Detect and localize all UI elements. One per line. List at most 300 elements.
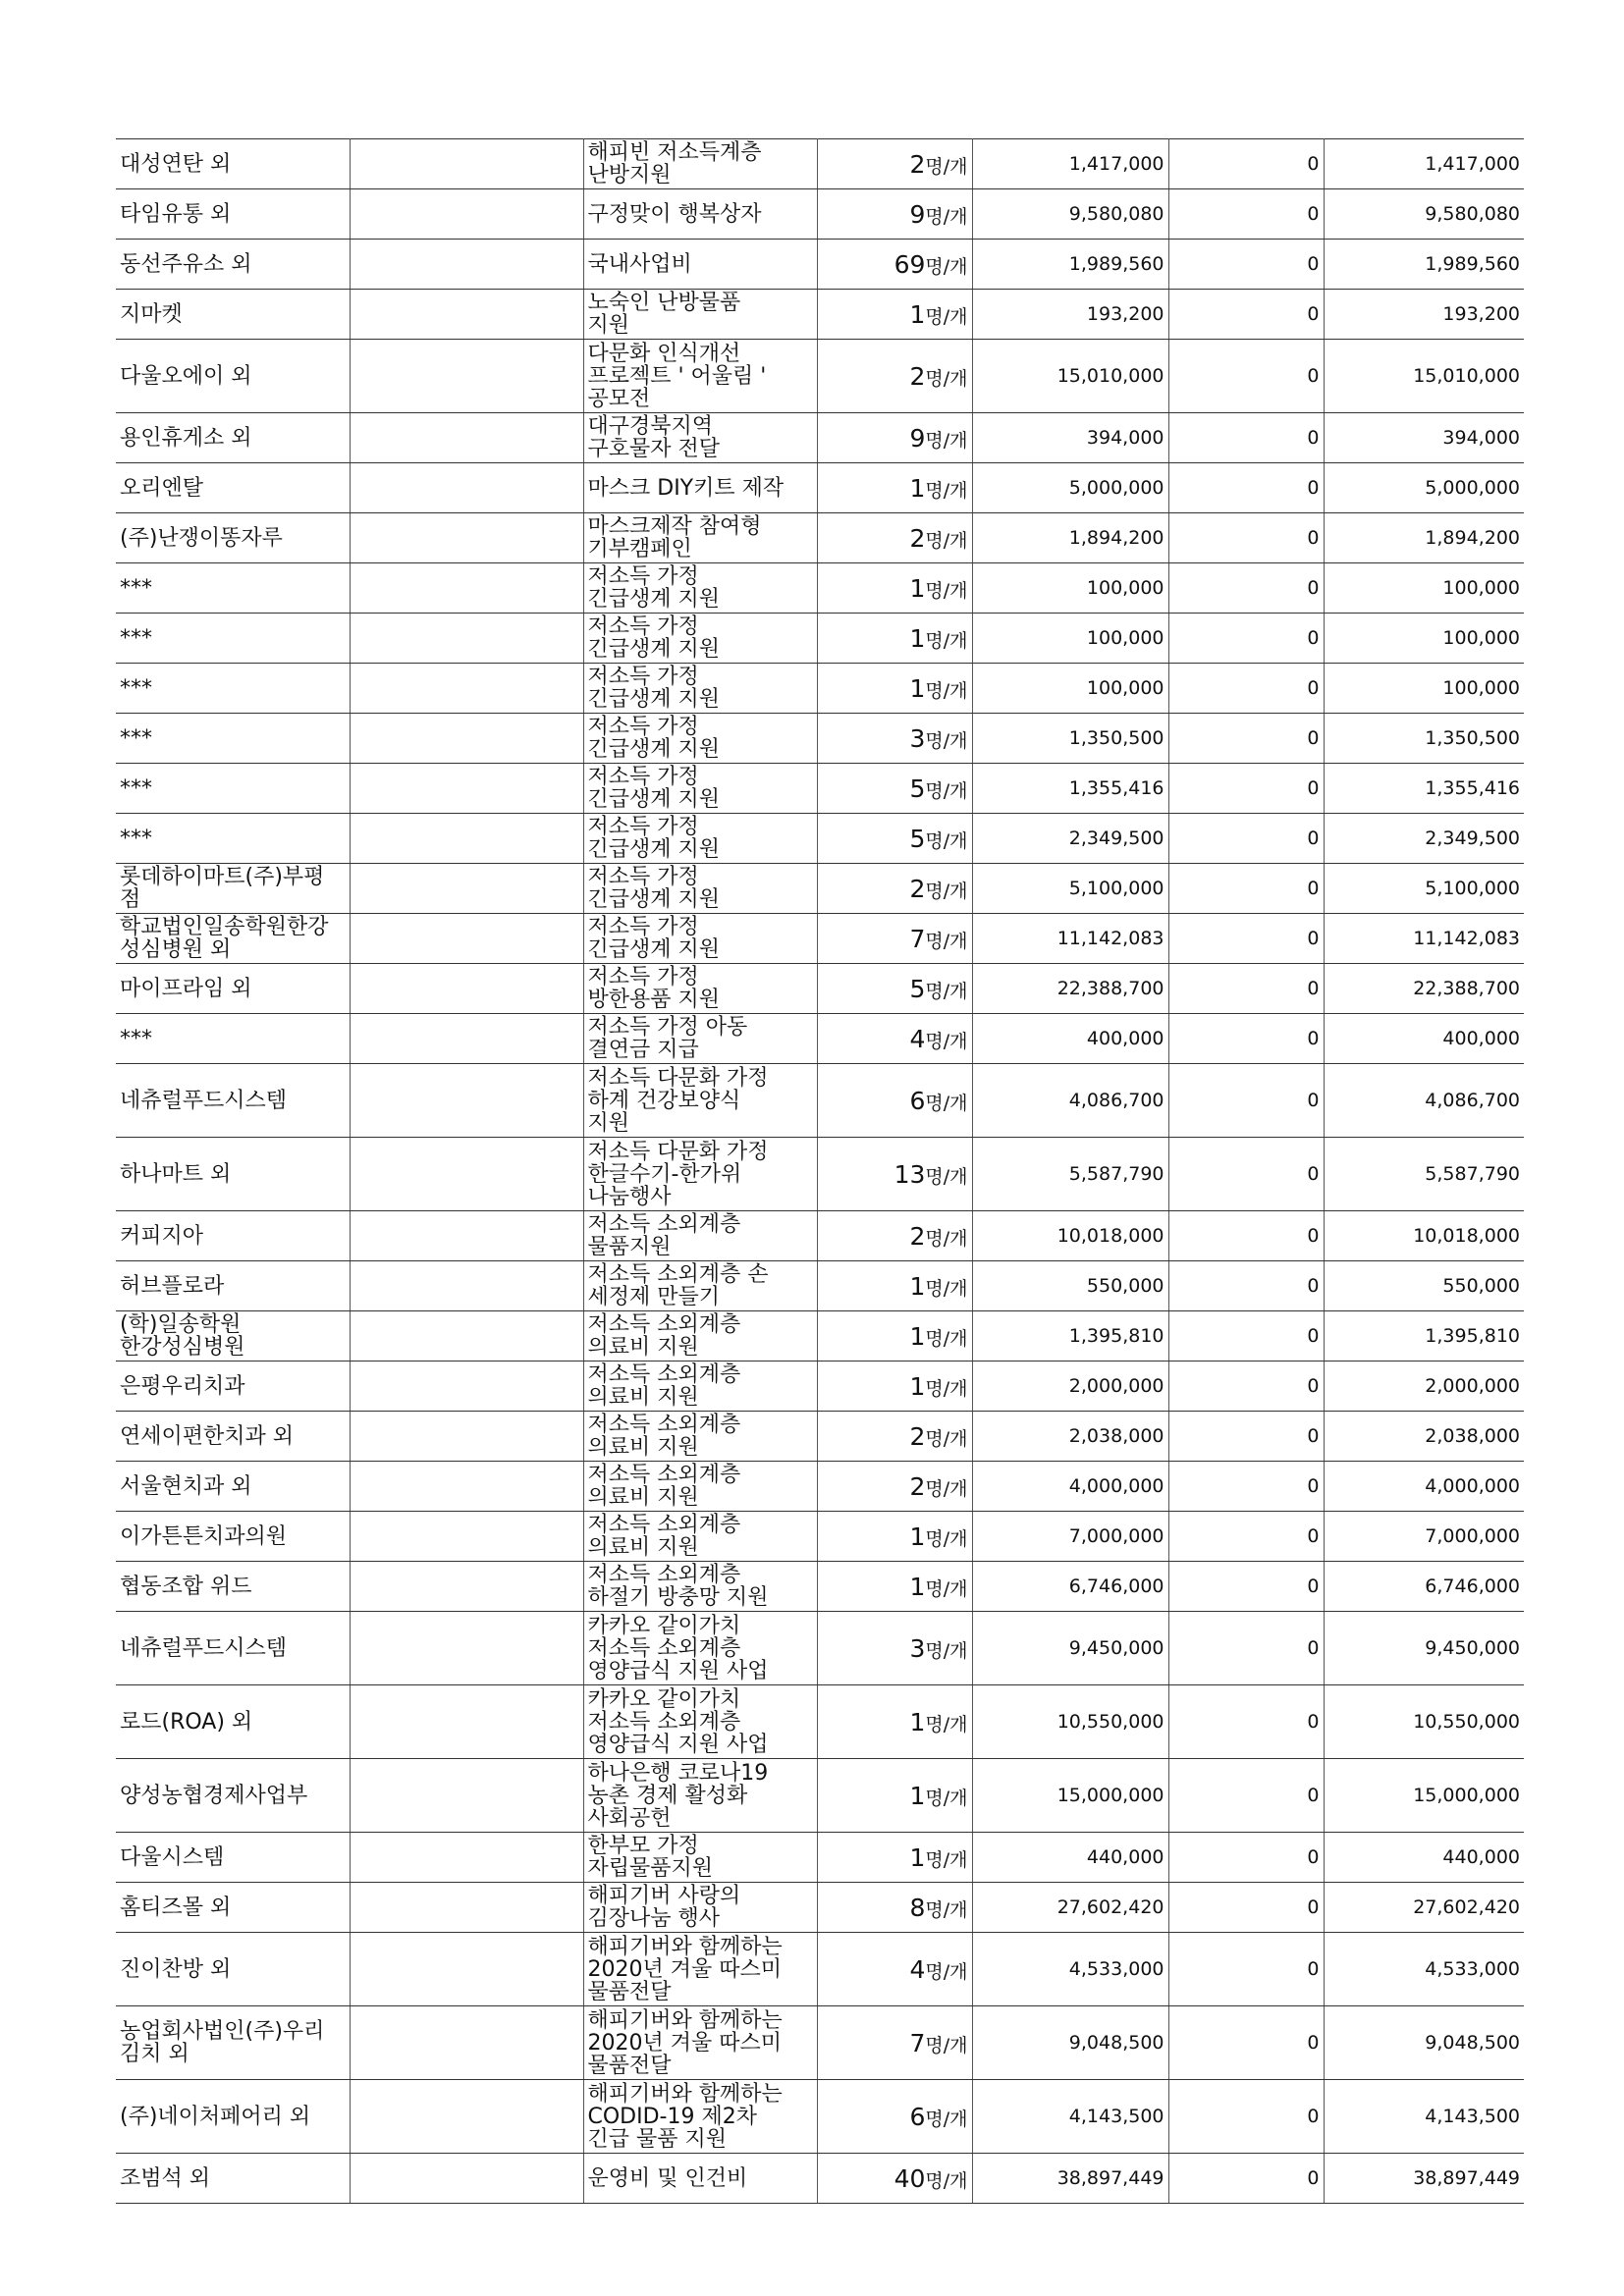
count-unit: 명/개	[925, 1327, 968, 1350]
program-cell: 저소득 소외계층 의료비 지원	[583, 1362, 817, 1412]
donor-name-cell: 로드(ROA) 외	[116, 1685, 350, 1759]
total-cell: 9,580,080	[1324, 189, 1524, 240]
table-row	[116, 1261, 1524, 1311]
table-row	[116, 1362, 1524, 1412]
count-value: 4	[909, 1024, 926, 1053]
total-cell: 7,000,000	[1324, 1512, 1524, 1562]
count-value: 7	[909, 924, 926, 953]
table-row	[116, 1933, 1524, 2006]
table-row	[116, 1759, 1524, 1833]
program-cell: 저소득 가정 방한용품 지원	[583, 964, 817, 1014]
count-unit: 명/개	[925, 255, 968, 278]
amount-cell: 2,038,000	[972, 1412, 1168, 1462]
empty-cell	[350, 814, 583, 864]
count-cell	[817, 290, 972, 340]
empty-cell	[350, 189, 583, 240]
count-value: 40	[893, 2163, 926, 2193]
table-row	[116, 1138, 1524, 1211]
program-cell: 저소득 소외계층 물품지원	[583, 1211, 817, 1261]
count-unit: 명/개	[925, 1165, 968, 1188]
total-cell: 550,000	[1324, 1261, 1524, 1311]
donor-name-cell: 양성농협경제사업부	[116, 1759, 350, 1833]
total-cell: 5,587,790	[1324, 1138, 1524, 1211]
program-cell: 저소득 소외계층 의료비 지원	[583, 1311, 817, 1362]
count-unit: 명/개	[925, 305, 968, 328]
count-value: 1	[909, 623, 926, 653]
count-value: 1	[909, 1522, 926, 1551]
total-cell: 6,746,000	[1324, 1562, 1524, 1612]
other-cell: 0	[1168, 1311, 1324, 1362]
table-row	[116, 714, 1524, 764]
count-cell	[817, 240, 972, 290]
empty-cell	[350, 240, 583, 290]
amount-cell: 2,349,500	[972, 814, 1168, 864]
table-row	[116, 1412, 1524, 1462]
amount-cell: 11,142,083	[972, 914, 1168, 964]
amount-cell: 100,000	[972, 614, 1168, 664]
empty-cell	[350, 1014, 583, 1064]
empty-cell	[350, 2154, 583, 2204]
table-row	[116, 463, 1524, 513]
total-cell: 100,000	[1324, 664, 1524, 714]
other-cell: 0	[1168, 764, 1324, 814]
count-cell	[817, 189, 972, 240]
count-cell	[817, 1362, 972, 1412]
amount-cell: 15,000,000	[972, 1759, 1168, 1833]
program-cell: 구정맞이 행복상자	[583, 189, 817, 240]
count-value: 1	[909, 1781, 926, 1810]
total-cell: 15,000,000	[1324, 1759, 1524, 1833]
count-value: 2	[909, 523, 926, 553]
program-cell: 하나은행 코로나19 농촌 경제 활성화 사회공헌	[583, 1759, 817, 1833]
amount-cell: 10,550,000	[972, 1685, 1168, 1759]
donor-name-cell: 연세이편한치과 외	[116, 1412, 350, 1462]
other-cell: 0	[1168, 1685, 1324, 1759]
empty-cell	[350, 1685, 583, 1759]
amount-cell: 2,000,000	[972, 1362, 1168, 1412]
count-value: 1	[909, 1371, 926, 1401]
empty-cell	[350, 1759, 583, 1833]
empty-cell	[350, 463, 583, 513]
count-cell	[817, 1933, 972, 2006]
empty-cell	[350, 1512, 583, 1562]
total-cell: 1,350,500	[1324, 714, 1524, 764]
program-cell: 운영비 및 인건비	[583, 2154, 817, 2204]
count-value: 1	[909, 299, 926, 329]
donor-name-cell: 네츄럴푸드시스템	[116, 1612, 350, 1685]
total-cell: 2,349,500	[1324, 814, 1524, 864]
total-cell: 22,388,700	[1324, 964, 1524, 1014]
count-cell	[817, 1562, 972, 1612]
empty-cell	[350, 1362, 583, 1412]
count-unit: 명/개	[925, 1960, 968, 1983]
amount-cell: 193,200	[972, 290, 1168, 340]
amount-cell: 6,746,000	[972, 1562, 1168, 1612]
donor-name-cell: 학교법인일송학원한강성심병원 외	[116, 914, 350, 964]
donor-name-cell: ***	[116, 614, 350, 664]
count-unit: 명/개	[925, 1427, 968, 1450]
total-cell: 1,989,560	[1324, 240, 1524, 290]
other-cell: 0	[1168, 614, 1324, 664]
program-cell: 저소득 소외계층 손 세정제 만들기	[583, 1261, 817, 1311]
count-cell	[817, 1211, 972, 1261]
donor-name-cell: 서울현치과 외	[116, 1462, 350, 1512]
count-cell	[817, 764, 972, 814]
count-value: 69	[893, 249, 926, 279]
count-cell	[817, 1412, 972, 1462]
amount-cell: 5,100,000	[972, 864, 1168, 914]
count-unit: 명/개	[925, 1377, 968, 1400]
other-cell: 0	[1168, 139, 1324, 189]
total-cell: 9,450,000	[1324, 1612, 1524, 1685]
program-cell: 저소득 다문화 가정 한글수기-한가위 나눔행사	[583, 1138, 817, 1211]
total-cell: 5,000,000	[1324, 463, 1524, 513]
donor-name-cell: 농업회사법인(주)우리김치 외	[116, 2006, 350, 2080]
table-row	[116, 664, 1524, 714]
table-row	[116, 2006, 1524, 2080]
table-row	[116, 914, 1524, 964]
total-cell: 394,000	[1324, 413, 1524, 463]
total-cell: 10,018,000	[1324, 1211, 1524, 1261]
donor-name-cell: (주)네이처페어리 외	[116, 2080, 350, 2154]
count-value: 1	[909, 1321, 926, 1351]
count-unit: 명/개	[925, 1227, 968, 1250]
count-unit: 명/개	[925, 679, 968, 702]
donor-name-cell: 마이프라임 외	[116, 964, 350, 1014]
donor-name-cell: 커피지아	[116, 1211, 350, 1261]
empty-cell	[350, 563, 583, 614]
count-cell	[817, 413, 972, 463]
donor-name-cell: 지마켓	[116, 290, 350, 340]
table-row	[116, 1883, 1524, 1933]
total-cell: 400,000	[1324, 1014, 1524, 1064]
count-value: 2	[909, 1421, 926, 1451]
table-row	[116, 1311, 1524, 1362]
count-cell	[817, 1462, 972, 1512]
table-row	[116, 563, 1524, 614]
count-cell	[817, 340, 972, 413]
program-cell: 저소득 가정 긴급생계 지원	[583, 914, 817, 964]
donor-name-cell: 오리엔탈	[116, 463, 350, 513]
donor-name-cell: 조범석 외	[116, 2154, 350, 2204]
empty-cell	[350, 614, 583, 664]
count-value: 2	[909, 149, 926, 179]
table-row	[116, 1512, 1524, 1562]
other-cell: 0	[1168, 1261, 1324, 1311]
other-cell: 0	[1168, 714, 1324, 764]
table-row	[116, 1211, 1524, 1261]
count-cell	[817, 563, 972, 614]
empty-cell	[350, 1064, 583, 1138]
amount-cell: 400,000	[972, 1014, 1168, 1064]
count-cell	[817, 714, 972, 764]
count-cell	[817, 2080, 972, 2154]
count-value: 2	[909, 1221, 926, 1251]
count-value: 13	[893, 1159, 926, 1189]
count-cell	[817, 664, 972, 714]
other-cell: 0	[1168, 2006, 1324, 2080]
count-cell	[817, 2006, 972, 2080]
amount-cell: 550,000	[972, 1261, 1168, 1311]
count-unit: 명/개	[925, 205, 968, 228]
donor-name-cell: 타임유통 외	[116, 189, 350, 240]
donor-name-cell: 은평우리치과	[116, 1362, 350, 1412]
donor-name-cell: 협동조합 위드	[116, 1562, 350, 1612]
total-cell: 11,142,083	[1324, 914, 1524, 964]
total-cell: 2,038,000	[1324, 1412, 1524, 1462]
count-value: 3	[909, 1633, 926, 1663]
donor-name-cell: 진이찬방 외	[116, 1933, 350, 2006]
amount-cell: 38,897,449	[972, 2154, 1168, 2204]
donor-name-cell: ***	[116, 664, 350, 714]
other-cell: 0	[1168, 1562, 1324, 1612]
count-cell	[817, 1311, 972, 1362]
count-value: 1	[909, 673, 926, 703]
total-cell: 100,000	[1324, 614, 1524, 664]
count-unit: 명/개	[925, 930, 968, 952]
other-cell: 0	[1168, 563, 1324, 614]
count-unit: 명/개	[925, 2169, 968, 2192]
other-cell: 0	[1168, 513, 1324, 563]
total-cell: 38,897,449	[1324, 2154, 1524, 2204]
empty-cell	[350, 2080, 583, 2154]
empty-cell	[350, 864, 583, 914]
empty-cell	[350, 1261, 583, 1311]
count-unit: 명/개	[925, 1713, 968, 1735]
donor-name-cell: 이가튼튼치과의원	[116, 1512, 350, 1562]
program-cell: 마스크 DIY키트 제작	[583, 463, 817, 513]
count-value: 9	[909, 199, 926, 229]
donor-name-cell: 하나마트 외	[116, 1138, 350, 1211]
count-unit: 명/개	[925, 1848, 968, 1871]
other-cell: 0	[1168, 340, 1324, 413]
program-cell: 해피기버와 함께하는 2020년 겨울 따스미 물품전달	[583, 2006, 817, 2080]
count-value: 1	[909, 1271, 926, 1301]
table-row	[116, 1833, 1524, 1883]
count-cell	[817, 1759, 972, 1833]
count-unit: 명/개	[925, 1639, 968, 1662]
count-value: 1	[909, 473, 926, 503]
donor-name-cell: 롯데하이마트(주)부평점	[116, 864, 350, 914]
program-cell: 해피기버 사랑의 김장나눔 행사	[583, 1883, 817, 1933]
amount-cell: 15,010,000	[972, 340, 1168, 413]
other-cell: 0	[1168, 964, 1324, 1014]
donor-name-cell: ***	[116, 764, 350, 814]
donor-name-cell: 동선주유소 외	[116, 240, 350, 290]
amount-cell: 100,000	[972, 664, 1168, 714]
amount-cell: 5,587,790	[972, 1138, 1168, 1211]
count-unit: 명/개	[925, 629, 968, 652]
table-row	[116, 340, 1524, 413]
other-cell: 0	[1168, 1759, 1324, 1833]
total-cell: 440,000	[1324, 1833, 1524, 1883]
count-unit: 명/개	[925, 479, 968, 502]
table-row	[116, 240, 1524, 290]
empty-cell	[350, 1833, 583, 1883]
donor-name-cell: ***	[116, 563, 350, 614]
count-cell	[817, 814, 972, 864]
amount-cell: 10,018,000	[972, 1211, 1168, 1261]
donor-name-cell: 용인휴게소 외	[116, 413, 350, 463]
other-cell: 0	[1168, 240, 1324, 290]
total-cell: 4,000,000	[1324, 1462, 1524, 1512]
program-cell: 저소득 가정 긴급생계 지원	[583, 714, 817, 764]
amount-cell: 1,989,560	[972, 240, 1168, 290]
empty-cell	[350, 1462, 583, 1512]
amount-cell: 1,350,500	[972, 714, 1168, 764]
program-cell: 저소득 가정 긴급생계 지원	[583, 864, 817, 914]
amount-cell: 5,000,000	[972, 463, 1168, 513]
table-row	[116, 1612, 1524, 1685]
other-cell: 0	[1168, 1833, 1324, 1883]
program-cell: 저소득 소외계층 의료비 지원	[583, 1512, 817, 1562]
ledger-body	[116, 139, 1524, 2204]
other-cell: 0	[1168, 1412, 1324, 1462]
empty-cell	[350, 290, 583, 340]
program-cell: 저소득 소외계층 하절기 방충망 지원	[583, 1562, 817, 1612]
count-value: 1	[909, 1842, 926, 1872]
count-unit: 명/개	[925, 529, 968, 552]
amount-cell: 4,086,700	[972, 1064, 1168, 1138]
program-cell: 저소득 가정 긴급생계 지원	[583, 764, 817, 814]
count-unit: 명/개	[925, 429, 968, 452]
count-value: 3	[909, 723, 926, 753]
table-row	[116, 2080, 1524, 2154]
other-cell: 0	[1168, 1883, 1324, 1933]
other-cell: 0	[1168, 1211, 1324, 1261]
donor-name-cell: ***	[116, 714, 350, 764]
other-cell: 0	[1168, 290, 1324, 340]
count-value: 5	[909, 824, 926, 853]
count-value: 5	[909, 974, 926, 1003]
amount-cell: 27,602,420	[972, 1883, 1168, 1933]
count-cell	[817, 1833, 972, 1883]
empty-cell	[350, 1562, 583, 1612]
program-cell: 카카오 같이가치 저소득 소외계층 영양급식 지원 사업	[583, 1685, 817, 1759]
total-cell: 1,894,200	[1324, 513, 1524, 563]
table-row	[116, 614, 1524, 664]
amount-cell: 4,143,500	[972, 2080, 1168, 2154]
donor-name-cell: 네츄럴푸드시스템	[116, 1064, 350, 1138]
program-cell: 대구경북지역 구호물자 전달	[583, 413, 817, 463]
empty-cell	[350, 1138, 583, 1211]
count-unit: 명/개	[925, 2108, 968, 2130]
table-row	[116, 864, 1524, 914]
other-cell: 0	[1168, 1064, 1324, 1138]
total-cell: 1,355,416	[1324, 764, 1524, 814]
empty-cell	[350, 1311, 583, 1362]
donor-name-cell: (학)일송학원 한강성심병원	[116, 1311, 350, 1362]
other-cell: 0	[1168, 814, 1324, 864]
other-cell: 0	[1168, 189, 1324, 240]
program-cell: 다문화 인식개선 프로젝트 ' 어울림 ' 공모전	[583, 340, 817, 413]
count-cell	[817, 513, 972, 563]
count-unit: 명/개	[925, 880, 968, 902]
total-cell: 4,086,700	[1324, 1064, 1524, 1138]
amount-cell: 1,355,416	[972, 764, 1168, 814]
count-unit: 명/개	[925, 729, 968, 752]
program-cell: 저소득 소외계층 의료비 지원	[583, 1462, 817, 1512]
count-unit: 명/개	[925, 155, 968, 178]
count-cell	[817, 1512, 972, 1562]
program-cell: 마스크제작 참여형 기부캠페인	[583, 513, 817, 563]
table-row	[116, 1462, 1524, 1512]
count-unit: 명/개	[925, 367, 968, 390]
program-cell: 저소득 가정 긴급생계 지원	[583, 814, 817, 864]
count-unit: 명/개	[925, 829, 968, 852]
count-unit: 명/개	[925, 779, 968, 802]
count-cell	[817, 864, 972, 914]
donor-name-cell: 허브플로라	[116, 1261, 350, 1311]
other-cell: 0	[1168, 1014, 1324, 1064]
amount-cell: 9,580,080	[972, 189, 1168, 240]
donation-ledger-table	[116, 138, 1524, 2204]
empty-cell	[350, 1933, 583, 2006]
program-cell: 저소득 가정 긴급생계 지원	[583, 664, 817, 714]
count-value: 4	[909, 1954, 926, 1984]
donor-name-cell: ***	[116, 1014, 350, 1064]
count-unit: 명/개	[925, 1277, 968, 1300]
count-value: 1	[909, 1707, 926, 1736]
total-cell: 2,000,000	[1324, 1362, 1524, 1412]
count-unit: 명/개	[925, 980, 968, 1002]
amount-cell: 22,388,700	[972, 964, 1168, 1014]
table-row	[116, 413, 1524, 463]
amount-cell: 7,000,000	[972, 1512, 1168, 1562]
count-value: 2	[909, 361, 926, 391]
other-cell: 0	[1168, 1138, 1324, 1211]
table-row	[116, 1014, 1524, 1064]
count-value: 9	[909, 423, 926, 453]
empty-cell	[350, 664, 583, 714]
total-cell: 15,010,000	[1324, 340, 1524, 413]
other-cell: 0	[1168, 914, 1324, 964]
empty-cell	[350, 714, 583, 764]
empty-cell	[350, 964, 583, 1014]
total-cell: 10,550,000	[1324, 1685, 1524, 1759]
table-row	[116, 814, 1524, 864]
donor-name-cell: ***	[116, 814, 350, 864]
empty-cell	[350, 1412, 583, 1462]
total-cell: 100,000	[1324, 563, 1524, 614]
count-cell	[817, 139, 972, 189]
count-unit: 명/개	[925, 1527, 968, 1550]
empty-cell	[350, 413, 583, 463]
total-cell: 1,395,810	[1324, 1311, 1524, 1362]
donor-name-cell: 다울오에이 외	[116, 340, 350, 413]
count-value: 1	[909, 573, 926, 603]
count-cell	[817, 463, 972, 513]
count-value: 2	[909, 874, 926, 903]
count-value: 8	[909, 1893, 926, 1922]
program-cell: 저소득 가정 긴급생계 지원	[583, 614, 817, 664]
count-cell	[817, 1064, 972, 1138]
count-value: 1	[909, 1572, 926, 1601]
count-cell	[817, 1138, 972, 1211]
other-cell: 0	[1168, 1612, 1324, 1685]
count-value: 5	[909, 774, 926, 803]
total-cell: 9,048,500	[1324, 2006, 1524, 2080]
donor-name-cell: 대성연탄 외	[116, 139, 350, 189]
program-cell: 저소득 가정 긴급생계 지원	[583, 563, 817, 614]
other-cell: 0	[1168, 2154, 1324, 2204]
amount-cell: 1,395,810	[972, 1311, 1168, 1362]
program-cell: 해피빈 저소득계층 난방지원	[583, 139, 817, 189]
count-value: 7	[909, 2028, 926, 2057]
count-cell	[817, 1612, 972, 1685]
amount-cell: 4,000,000	[972, 1462, 1168, 1512]
total-cell: 4,143,500	[1324, 2080, 1524, 2154]
